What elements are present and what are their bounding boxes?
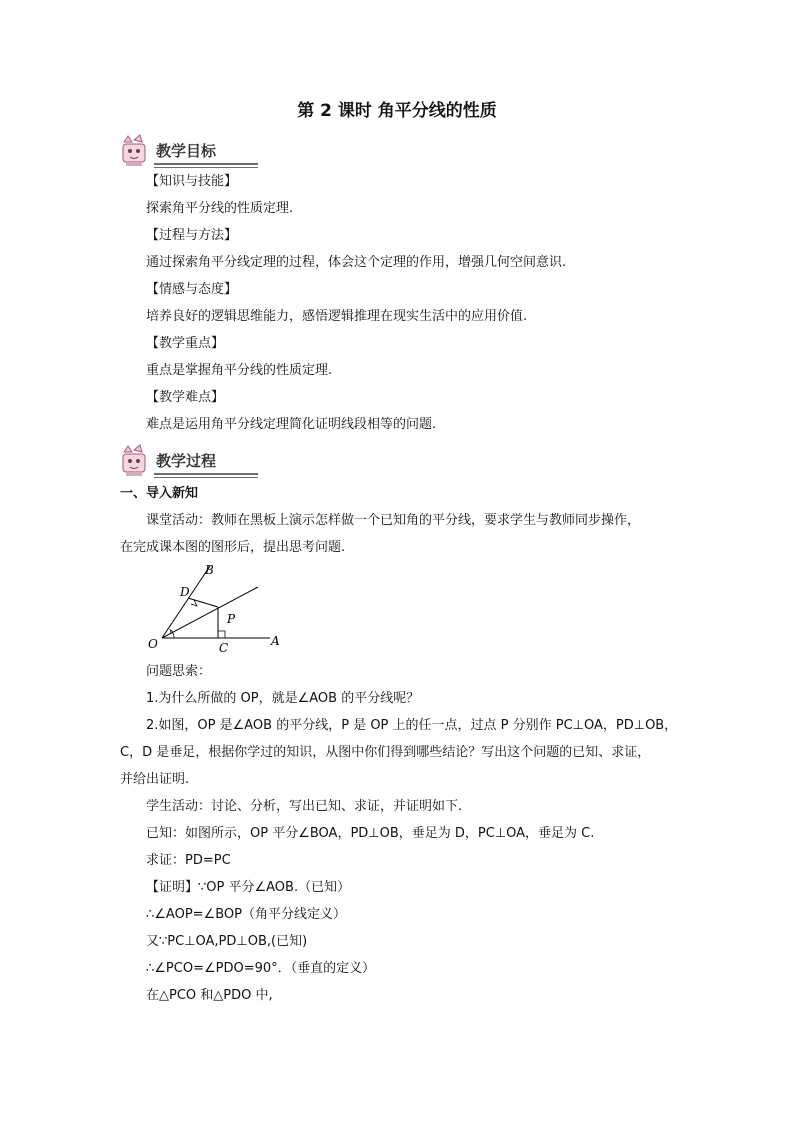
subheading-key-point: 【教学重点】	[146, 336, 225, 351]
label-o: O	[148, 637, 158, 651]
subheading-difficulty: 【教学难点】	[146, 390, 225, 405]
section-title-objectives: 教学目标	[156, 142, 217, 160]
paragraph: 培养良好的逻辑思维能力，感悟逻辑推理在现实生活中的应用价值.	[146, 309, 528, 324]
section-badge-process	[118, 444, 258, 478]
paragraph: 在△PCO 和△PDO 中,	[146, 988, 273, 1003]
label-c: C	[219, 641, 229, 655]
subheading-knowledge: 【知识与技能】	[146, 174, 238, 189]
divider	[154, 167, 258, 168]
paragraph: 问题思索：	[146, 664, 212, 679]
book-mascot-icon	[118, 134, 154, 168]
paragraph: 课堂活动：教师在黑板上演示怎样做一个已知角的平分线，要求学生与教师同步操作，	[146, 513, 641, 528]
paragraph: 在完成课本图的图形后，提出思考问题.	[120, 540, 346, 555]
paragraph: ∴∠PCO=∠PDO=90°．（垂直的定义）	[146, 961, 376, 976]
section-badge-objectives	[118, 134, 258, 168]
page-title: 第 2 课时 角平分线的性质	[297, 101, 497, 121]
paragraph: 又∵PC⊥OA,PD⊥OB,(已知)	[146, 934, 308, 949]
label-b: B	[205, 563, 214, 577]
label-a: A	[271, 634, 280, 648]
paragraph: C，D 是垂足，根据你学过的知识，从图中你们得到哪些结论？写出这个问题的已知、求证，	[120, 745, 651, 760]
paragraph: 通过探索角平分线定理的过程，体会这个定理的作用，增强几何空间意识.	[146, 255, 567, 270]
subheading-process-method: 【过程与方法】	[146, 228, 238, 243]
section-heading: 一、导入新知	[120, 486, 199, 501]
section-title-process: 教学过程	[156, 452, 217, 470]
paragraph: 1.为什么所做的 OP，就是∠AOB 的平分线呢？	[146, 691, 420, 706]
segment-pd	[188, 598, 218, 607]
paragraph: 【证明】∵OP 平分∠AOB.（已知）	[146, 880, 351, 895]
ray-op	[162, 587, 258, 638]
divider	[154, 473, 258, 475]
right-angle-mark-c	[218, 631, 225, 638]
label-d: D	[180, 585, 190, 599]
label-p: P	[227, 612, 236, 626]
paragraph: 2.如图，OP 是∠AOB 的平分线，P 是 OP 上的任一点，过点 P 分别作 PC⊥OA，PD⊥OB，	[146, 718, 678, 733]
book-mascot-icon	[118, 444, 154, 478]
subheading-emotion: 【情感与态度】	[146, 282, 238, 297]
paragraph: 已知：如图所示，OP 平分∠BOA，PD⊥OB，垂足为 D，PC⊥OA，垂足为 C.	[146, 826, 595, 841]
paragraph: 并给出证明.	[120, 772, 190, 787]
paragraph: 求证：PD=PC	[146, 853, 231, 868]
divider	[154, 477, 258, 478]
paragraph: 难点是运用角平分线定理简化证明线段相等的问题.	[146, 417, 437, 432]
paragraph: 学生活动：讨论、分析，写出已知、求证，并证明如下.	[146, 799, 463, 814]
paragraph: 探索角平分线的性质定理.	[146, 201, 294, 216]
paragraph: ∴∠AOP=∠BOP（角平分线定义）	[146, 907, 346, 922]
angle-arc	[171, 630, 174, 638]
paragraph: 重点是掌握角平分线的性质定理.	[146, 363, 333, 378]
angle-bisector-figure	[140, 560, 300, 658]
divider	[154, 163, 258, 165]
